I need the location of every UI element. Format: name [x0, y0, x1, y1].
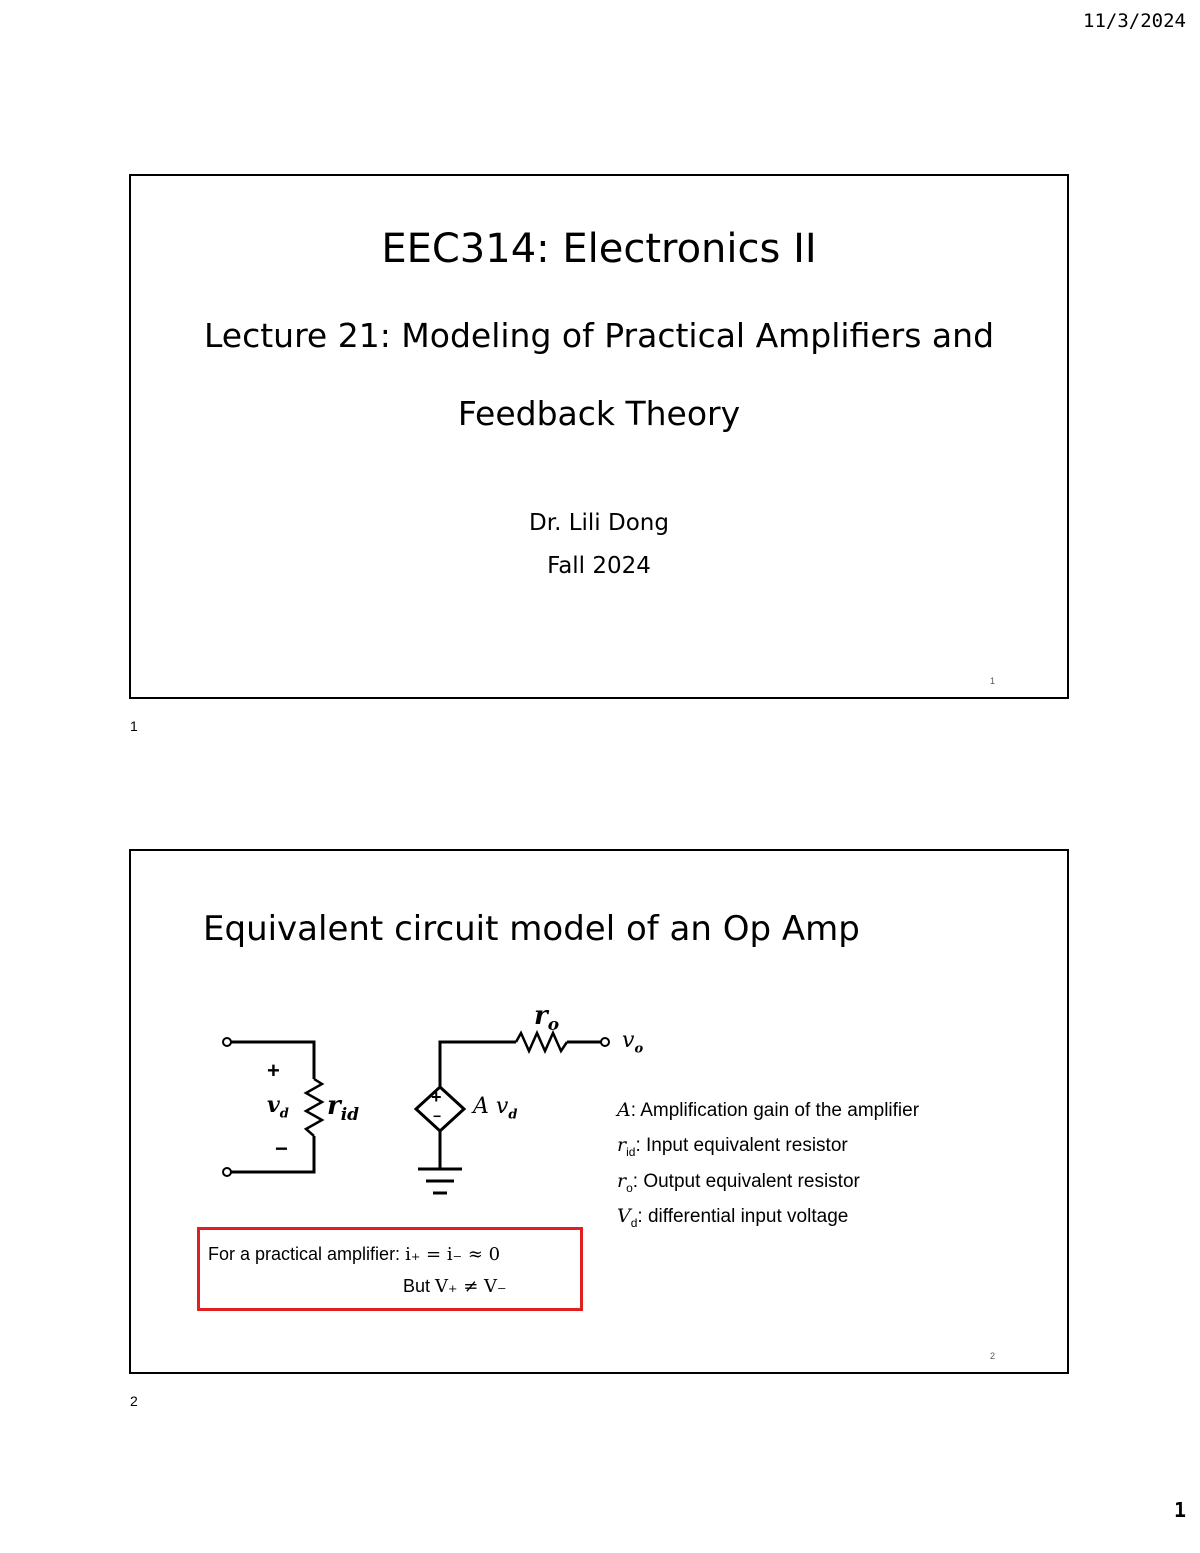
slide-subtitle-line2: Feedback Theory — [457, 394, 741, 433]
vd-plus-sign: + — [267, 1058, 280, 1083]
slide-number: 1 — [989, 676, 995, 686]
callout-line-1: For a practical amplifier: i₊ = i₋ ≈ 0 — [208, 1244, 501, 1265]
slide-2 — [129, 849, 1069, 1374]
vd-minus-sign: − — [275, 1136, 288, 1161]
legend-item: $V_d$: differential input voltage — [617, 1204, 849, 1230]
source-plus-sign: + — [431, 1087, 442, 1107]
rid-label: $r_{id}$ — [327, 1091, 360, 1126]
slide-term: Fall 2024 — [547, 553, 651, 579]
vo-label: $v_o$ — [622, 1028, 644, 1057]
gain-label: A $v_d$ — [473, 1094, 518, 1123]
slide-caption: 2 — [130, 1393, 138, 1409]
slide-subtitle-line1: Lecture 21: Modeling of Practical Amplifiers and — [203, 316, 995, 355]
output-terminal — [601, 1038, 609, 1046]
slide-number: 2 — [989, 1351, 995, 1361]
rid-resistor — [306, 1079, 322, 1136]
legend-item: $r_{id}$: Input equivalent resistor — [617, 1134, 848, 1160]
ro-resistor — [516, 1033, 567, 1051]
legend-item: A: Amplification gain of the amplifier — [617, 1099, 920, 1121]
ground-symbol — [418, 1169, 462, 1193]
symbol-legend — [617, 1096, 919, 1237]
slide-title: Equivalent circuit model of an Op Amp — [203, 909, 860, 949]
legend-item: $r_o$: Output equivalent resistor — [617, 1169, 860, 1195]
page-number: 1 — [1173, 1498, 1186, 1522]
slide-1 — [129, 174, 1069, 699]
slide-title: EEC314: Electronics II — [381, 226, 817, 272]
practical-amplifier-callout — [197, 1227, 583, 1311]
vd-label: $v_d$ — [267, 1092, 289, 1122]
page-date: 11/3/2024 — [1083, 10, 1186, 32]
input-wire-bottom — [231, 1136, 314, 1172]
input-terminal-top — [223, 1038, 231, 1046]
slide-author: Dr. Lili Dong — [529, 510, 669, 536]
input-terminal-bottom — [223, 1168, 231, 1176]
callout-line-2: But V₊ ≠ V₋ — [403, 1276, 507, 1297]
slide-caption: 1 — [130, 718, 138, 734]
source-minus-sign: − — [433, 1108, 442, 1124]
ro-label: $r_o$ — [534, 1001, 560, 1036]
output-wire-left — [440, 1042, 516, 1087]
